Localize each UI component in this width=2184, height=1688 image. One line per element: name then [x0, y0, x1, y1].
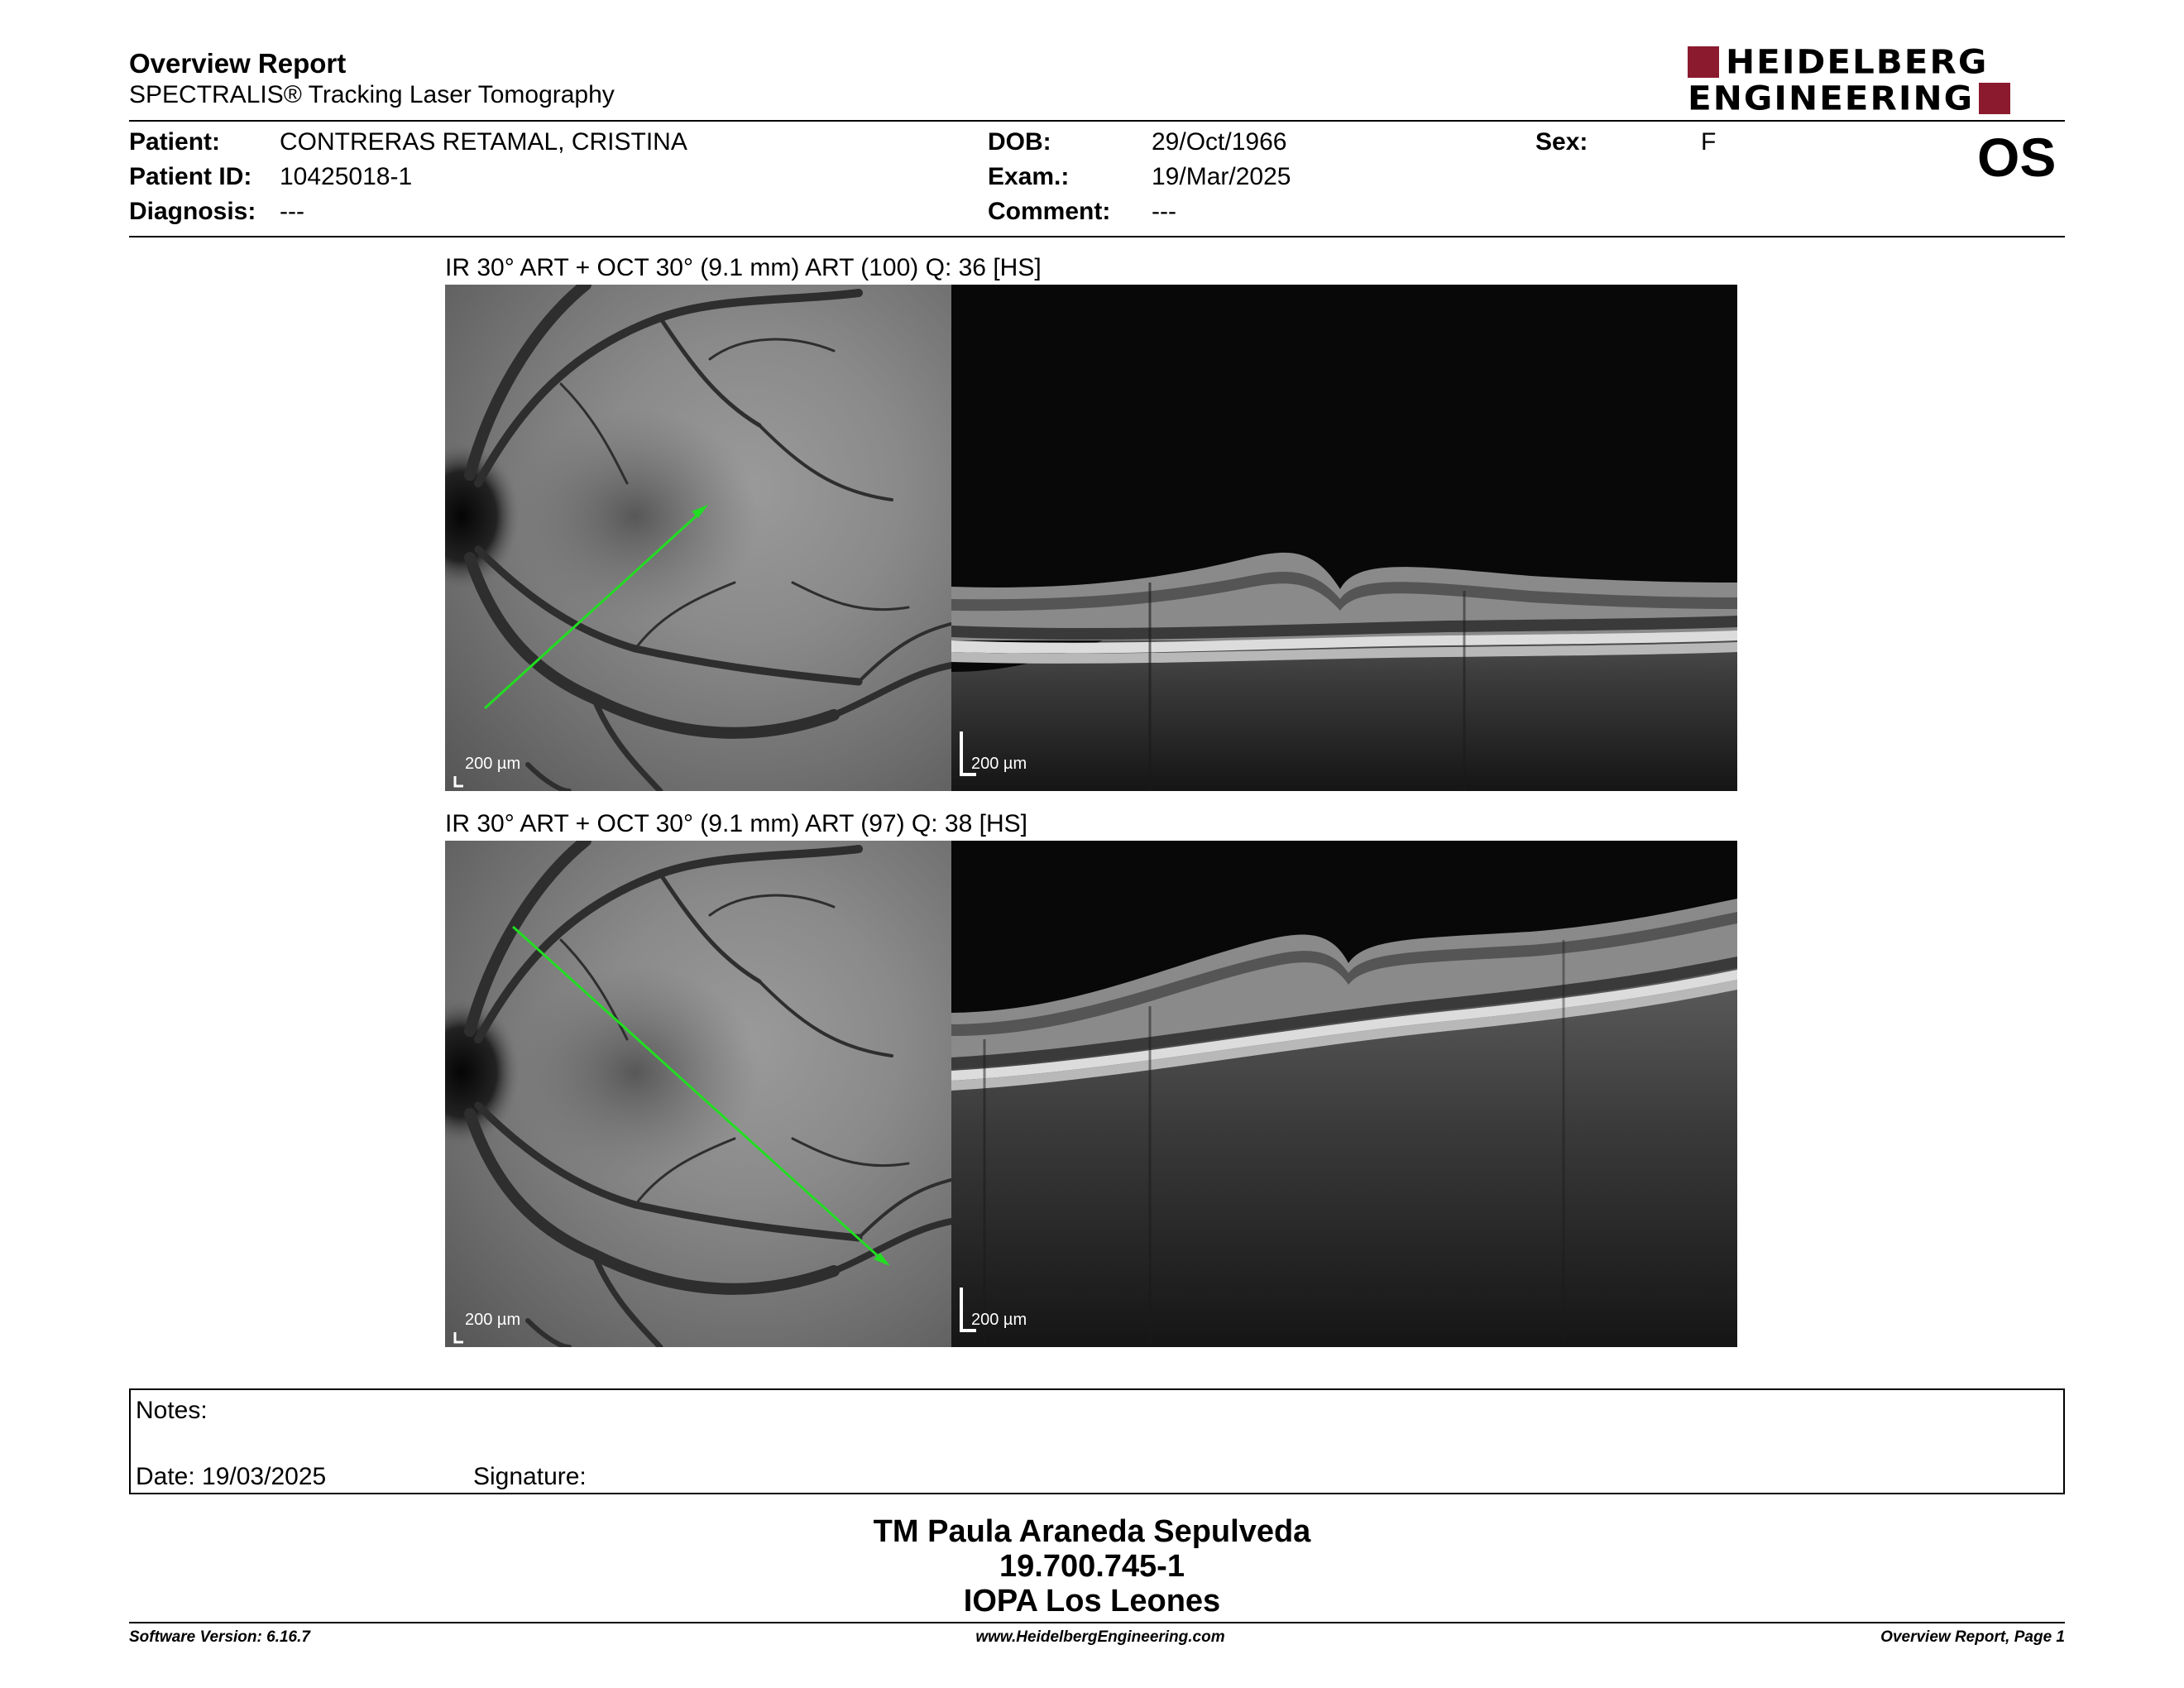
report-title: Overview Report — [129, 48, 347, 79]
patient-rule — [129, 236, 2065, 237]
comment-label: Comment: — [988, 198, 1111, 225]
operator-institution: IOPA Los Leones — [963, 1584, 1221, 1618]
page-indicator: Overview Report, Page 1 — [1880, 1628, 2065, 1646]
operator-rut: 19.700.745-1 — [999, 1549, 1185, 1584]
footer-rule — [129, 1622, 2065, 1623]
sex-value: F — [1701, 128, 1717, 156]
fundus-vessels-1 — [445, 285, 951, 791]
ir-fundus-image-1[interactable] — [445, 285, 951, 791]
oct-layers-2 — [951, 841, 1737, 1347]
notes-date: Date: 19/03/2025 — [136, 1463, 327, 1490]
oct-bscan-image-2[interactable] — [951, 841, 1737, 1347]
header-rule — [129, 120, 2065, 122]
oct-layers-1 — [951, 285, 1737, 791]
diagnosis-label: Diagnosis: — [129, 198, 256, 225]
ir-scale-label-2: 200 µm — [465, 1311, 521, 1329]
oct-scale-label-2: 200 µm — [971, 1311, 1027, 1329]
exam-label: Exam.: — [988, 163, 1070, 190]
patient-label: Patient: — [129, 128, 221, 156]
oct-bscan-image-1[interactable] — [951, 285, 1737, 791]
eye-laterality: OS — [1977, 127, 2057, 188]
comment-value: --- — [1152, 198, 1176, 225]
logo-line1: HEIDELBERG — [1726, 42, 1989, 81]
heidelberg-logo — [1688, 42, 2068, 117]
patient-id-label: Patient ID: — [129, 163, 252, 190]
operator-name: TM Paula Araneda Sepulveda — [873, 1514, 1311, 1549]
logo-square-icon — [1688, 46, 1719, 78]
scan-title-2: IR 30° ART + OCT 30° (9.1 mm) ART (97) Q: 38 [HS] — [445, 810, 1027, 837]
dob-label: DOB: — [988, 128, 1051, 156]
logo-line2: ENGINEERING — [1688, 79, 1975, 117]
ir-scale-label-1: 200 µm — [465, 755, 521, 773]
diagnosis-value: --- — [280, 198, 304, 225]
exam-value: 19/Mar/2025 — [1152, 163, 1291, 190]
software-version: Software Version: 6.16.7 — [129, 1628, 310, 1646]
notes-label: Notes: — [136, 1397, 208, 1424]
sex-label: Sex: — [1535, 128, 1588, 156]
scan-title-1: IR 30° ART + OCT 30° (9.1 mm) ART (100) Q: 36 [HS] — [445, 254, 1042, 281]
fundus-vessels-2 — [445, 841, 951, 1347]
report-subtitle: SPECTRALIS® Tracking Laser Tomography — [129, 81, 615, 108]
website-link[interactable]: www.HeidelbergEngineering.com — [975, 1628, 1225, 1646]
logo-square-icon — [1979, 83, 2010, 114]
signature-label: Signature: — [473, 1463, 587, 1490]
patient-name: CONTRERAS RETAMAL, CRISTINA — [280, 128, 687, 156]
patient-id-value: 10425018-1 — [280, 163, 413, 190]
oct-scale-label-1: 200 µm — [971, 755, 1027, 773]
ir-fundus-image-2[interactable] — [445, 841, 951, 1347]
dob-value: 29/Oct/1966 — [1152, 128, 1287, 156]
notes-box — [129, 1388, 2065, 1494]
